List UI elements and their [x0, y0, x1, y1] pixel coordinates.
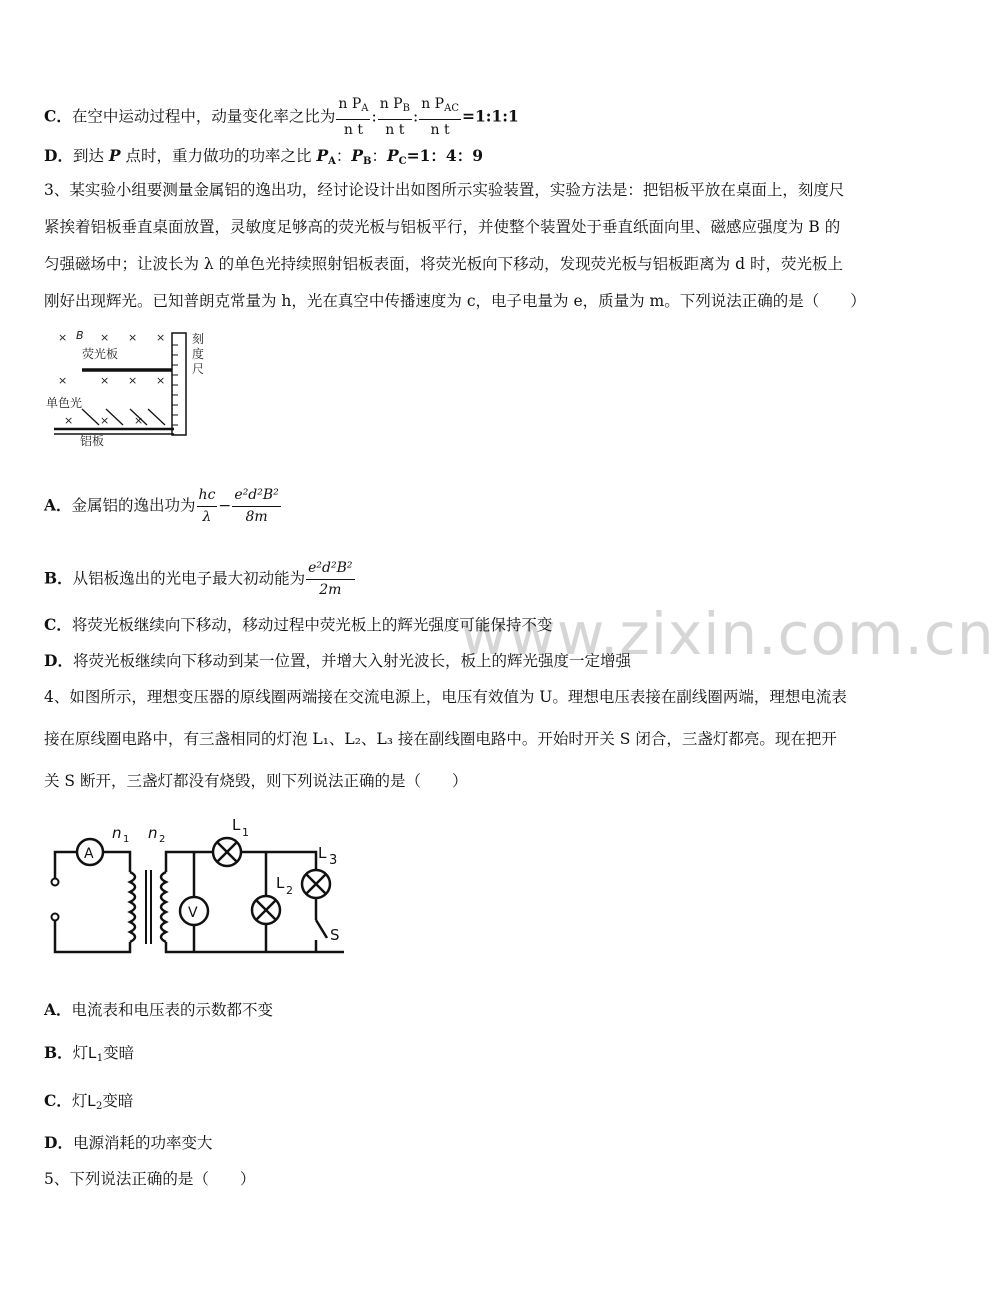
q4-stem-line: 4、如图所示，理想变压器的原线圈两端接在交流电源上，电压有效值为 U。理想电压表接在副线圈两端，理想电流表 [44, 688, 847, 706]
l3-label: L [318, 844, 327, 862]
voltmeter-label: V [188, 905, 198, 921]
secondary-coil [161, 872, 166, 942]
q4-stem-line: 关 S 断开，三盏灯都没有烧毁，则下列说法正确的是（ ） [44, 772, 468, 790]
svg-text:×: × [156, 374, 166, 387]
svg-text:×: × [100, 374, 110, 387]
fraction: $\frac{hc}{\lambda}$ [198, 487, 216, 525]
q5-stem: 5、下列说法正确的是（ ） [44, 1170, 256, 1188]
q3-stem-line: 匀强磁场中；让波长为 λ 的单色光持续照射铝板表面，将荧光板向下移动，发现荧光板与铝板距离为 d 时，荧光板上 [44, 255, 843, 273]
q3-option-a: A．金属铝的逸出功为 $\frac{hc}{\lambda}$ − $\frac{\text{e²d²B²}}{8m}$ [44, 487, 279, 525]
q3-option-d: D．将荧光板继续向下移动到某一位置，并增大入射光波长，板上的辉光强度一定增强 [44, 651, 631, 670]
svg-text:×: × [128, 331, 138, 344]
q3-figure [44, 325, 219, 453]
plate-label: 铝板 [80, 434, 105, 448]
q3-stem-line: 3、某实验小组要测量金属铝的逸出功，经讨论设计出如图所示实验装置，实验方法是：把铝板平放在桌面上，刻度尺 [44, 181, 845, 199]
svg-text:度: 度 [192, 347, 205, 361]
fraction: $\frac{n P_A}{\text{n t}}$ [338, 96, 369, 138]
svg-text:2: 2 [159, 834, 166, 845]
l2-label: L [276, 874, 285, 892]
svg-text:×: × [156, 331, 166, 344]
option-text: 在空中运动过程中，动量变化率之比为 [71, 107, 336, 126]
primary-coil [130, 872, 135, 942]
q2-option-c: C．在空中运动过程中，动量变化率之比为 $\frac{n P_A}{\text{n t}}$ : $\frac{n P_B}{\text{n t}}$ : $\frac{n P_{AC}}{\text{n t}}$ =1:1:1 [44, 96, 519, 138]
svg-text:×: × [58, 374, 68, 387]
svg-text:刻: 刻 [192, 332, 205, 346]
fraction: $\frac{\text{e²d²B²}}{8m}$ [234, 487, 279, 525]
fraction: $\frac{n P_{AC}}{\text{n t}}$ [421, 96, 459, 138]
q3-option-c: C．将荧光板继续向下移动，移动过程中荧光板上的辉光强度可能保持不变 [44, 615, 553, 634]
q3-stem-line: 紧挨着铝板垂直桌面放置，灵敏度足够高的荧光板与铝板平行，并使整个装置处于垂直纸面向里、磁感应强度为 B 的 [44, 218, 841, 236]
q4-stem-line: 接在原线圈电路中，有三盏相同的灯泡 L₁、L₂、L₃ 接在副线圈电路中。开始时开关 S 闭合，三盏灯都亮。现在把开 [44, 730, 837, 748]
ammeter-label: A [84, 846, 94, 862]
q4-option-a: A．电流表和电压表的示数都不变 [44, 1000, 274, 1019]
light-label: 单色光 [46, 396, 83, 410]
n2-label: n [148, 824, 158, 842]
svg-text:×: × [100, 414, 110, 427]
q3-stem-line: 刚好出现辉光。已知普朗克常量为 h，光在真空中传播速度为 c，电子电量为 e，质量为 m。下列说法正确的是（ ） [44, 292, 866, 310]
svg-text:×: × [134, 414, 144, 427]
l1-label: L [232, 816, 241, 834]
q4-option-b: B．灯$L_1$变暗 [44, 1043, 135, 1064]
svg-text:×: × [100, 331, 110, 344]
svg-text:3: 3 [329, 853, 338, 868]
svg-text:2: 2 [286, 884, 293, 897]
svg-text:尺: 尺 [192, 362, 205, 376]
q3-option-b: B．从铝板逸出的光电子最大初动能为 $\frac{\text{e²d²B²}}{2m}$ [44, 560, 353, 598]
fluor-label: 荧光板 [82, 347, 119, 361]
q4-circuit-figure [44, 812, 364, 962]
field-b-label: B [76, 329, 84, 342]
svg-text:×: × [64, 414, 74, 427]
watermark: www.zixin.com.cn [460, 600, 995, 668]
switch-s [316, 920, 327, 938]
terminal [52, 879, 59, 886]
fraction: $\frac{\text{e²d²B²}}{2m}$ [308, 560, 353, 598]
svg-text:×: × [58, 331, 68, 344]
option-label: C． [44, 106, 72, 126]
q4-option-d: D．电源消耗的功率变大 [44, 1133, 213, 1152]
terminal [52, 914, 59, 921]
svg-text:×: × [128, 374, 138, 387]
ratio: =1:1:1 [461, 106, 519, 126]
svg-text:1: 1 [242, 826, 249, 839]
n1-label: n [112, 824, 122, 842]
svg-text:1: 1 [123, 834, 130, 845]
q4-option-c: C．灯$L_2$变暗 [44, 1091, 134, 1112]
q2-option-d: D．到达 P 点时，重力做功的功率之比 $P_A$：$P_B$：$P_C=1$：4：9 [44, 146, 483, 167]
switch-label: S [330, 926, 340, 944]
fraction: $\frac{n P_B}{\text{n t}}$ [379, 96, 410, 138]
ruler [172, 333, 186, 435]
